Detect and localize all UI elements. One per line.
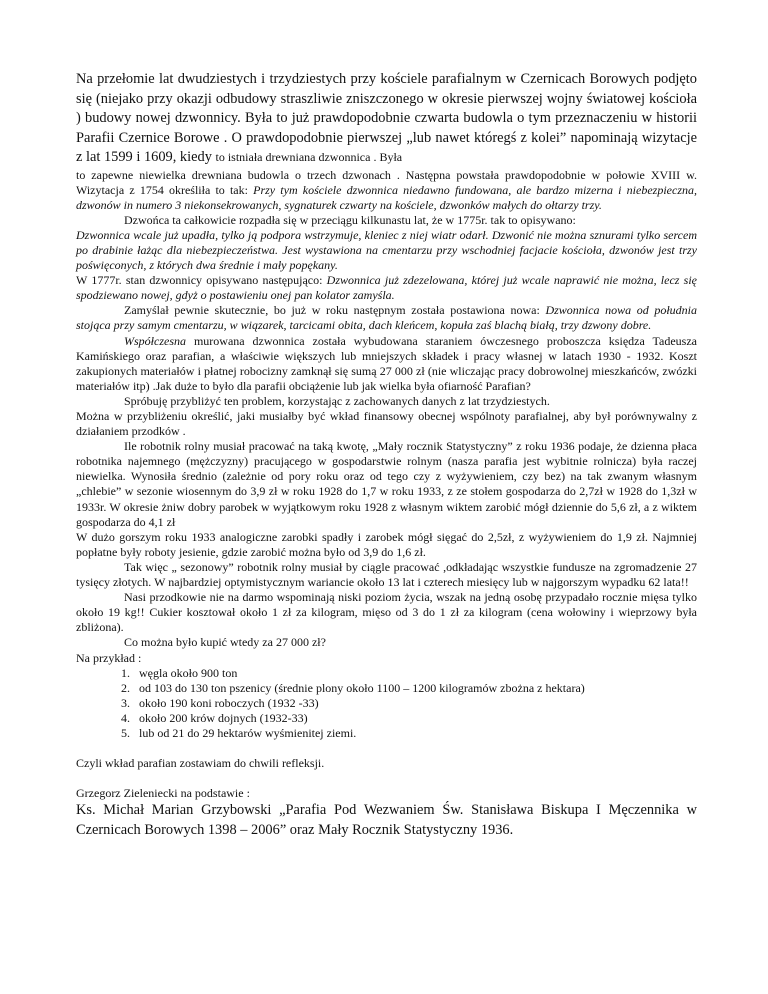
author-line: Grzegorz Zieleniecki na podstawie : (76, 786, 250, 801)
quote-1775: Dzwonnica wcale już upadła, tylko ją podpora wstrzymuje, kleniec z niej wiatr odarł. Dzwonić nie można sznurami tylko sercem po drabinie łażąc dla niebezpieczeństwa. Jest wystawiona na cmentarzu przy wschodniej facjacie kościoła, dzwonów jest trzy poświęconych, z których dwa średnie i mały popękany. (76, 227, 697, 273)
paragraph-work-years: Tak więc „ sezonowy” robotnik rolny musiał by ciągle pracować ,odkładając wszystkie fundusze na zgromadzenie 27 tysięcy złotych. W najbardziej optymistycznym wariancie około 13 lat i czterech miesięcy lub w najgorszym wypadku 62 lata!! (76, 559, 697, 590)
paragraph-wages: Ile robotnik rolny musiał pracować na taką kwotę, „Mały rocznik Statystyczny” z roku 1936 podaje, że dzienna płaca robotnika najemnego (mężczyzny) pracującego w gospodarstwie rolnym (nasza parafia jest wybitnie rolnicza) była raczej niewielka. Wynosiła średnio (zależnie od pory roku oraz od tego czy z wyżywieniem, czy bez) na tak zwanym własnym „chlebie” w sezonie wiosennym do 3,9 zł w roku 1928 do 1,7 w roku 1933, z ze stołem gospodarza do 2,7zł w 1928 do 1,3zł w 1933r. W okresie żniw dobry parobek w wyjątkowym roku 1928 z własnym wiktem zarobić mógł dziennie do 5,6 zł, a z wiktem gospodarza do 4,1 zł (76, 439, 697, 529)
document-page (76, 70, 697, 840)
paragraph-new-belfry: Zamyślał pewnie skutecznie, bo już w roku następnym została postawiona nowa: Dzwonnica nowa od południa stojąca przy samym cmentarzu, w wiązarek, tarcicami obita, dach kleńcem, kopuła zaś blachą białą, trzy dzwony dobre. (76, 303, 698, 333)
paragraph-1777: W 1777r. stan dzwonnicy opisywano następująco: Dzwonnica już zdezelowana, której już wcale naprawić nie można, lecz się spodziewano nowej, gdyż o postawieniu onej pan kolator zamyśla. (76, 273, 697, 303)
list-item: 1. węgla około 900 ton (121, 665, 238, 680)
paragraph-approach: Spróbuję przybliżyć ten problem, korzystając z zachowanych danych z lat trzydziestych. (124, 393, 550, 408)
paragraph-question: Co można było kupić wtedy za 27 000 zł? (124, 635, 326, 650)
quote-1777: Dzwonnica już zdezelowana, której już wcale naprawić nie można, lecz się spodziewano nowej, gdyż o postawieniu onej pan kolator zamyśla. (76, 273, 697, 303)
paragraph-living-standard: Nasi przodkowie nie na darmo wspominają niski poziom życia, wszak na jedną osobę przypadało rocznie mięsa tylko około 19 kg!! Cukier kosztował około 1 zł za kilogram, mięso od 3 do 1 zł za kilogram (cena wołowiny i wieprzowy była zbliżona). (76, 590, 697, 635)
intro-paragraph (76, 70, 697, 168)
list-item: 4. około 200 krów dojnych (1932-33) (121, 710, 308, 725)
paragraph-1775-intro: Dzwońca ta całkowicie rozpadła się w przeciągu kilkunastu lat, że w 1775r. tak to opisywano: (124, 212, 576, 227)
intro-text: Na przełomie lat dwudziestych i trzydziestych przy kościele parafialnym w Czernicach Borowych podjęto się (niejako przy okazji odbudowy straszliwie zniszczonego w okresie pierwszej wojny światowej kościoła ) budowy nowej dzwonnicy. Była to już prawdopodobnie czwarta budowla o tym przeznaczeniu w historii Parafii Czernice Borowe . O prawdopodobnie pierwszej „lub nawet któregś z kolei” napominają wizytacje z lat 1599 i 1609, kiedy (76, 71, 697, 165)
spacer (76, 771, 697, 786)
intro-text-tail: to istniała drewniana dzwonnica . Była (215, 150, 403, 164)
numbered-list (76, 666, 697, 741)
paragraph-1933: W dużo gorszym roku 1933 analogiczne zarobki spadły i zarobek mógł sięgać do 2,5zł, z wyżywieniem do 1,9 zł. Najmniej popłatne były roboty jesienie, gdzie zarobić można było od 3,9 do 1,6 zł. (76, 529, 697, 559)
list-item: 2. od 103 do 130 ton pszenicy (średnie plony około 1100 – 1200 kilogramów zbożna z hektara) (121, 680, 585, 695)
paragraph-estimate: Można w przybliżeniu określić, jaki musiałby być wkład finansowy obecnej wspólnoty parafialnej, aby był porównywalny z działaniem przodków . (76, 409, 697, 439)
list-item: 5. lub od 21 do 29 hektarów wyśmienitej ziemi. (121, 725, 357, 740)
closing-line: Czyli wkład parafian zostawiam do chwili refleksji. (76, 756, 325, 771)
paragraph-visitation-1754: to zapewne niewielka drewniana budowla o trzech dzwonach . Następna powstała prawdopodobnie w połowie XVIII w. Wizytacja z 1754 określiła to tak: Przy tym kościele dzwonnica niedawno fundowana, ale bardzo mizerna i niebezpieczna, dzwonów in numero 3 niekonsekrowanych, sygnaturek czwarty na kościele, dzwonków małych do ołtarzy trzy. (76, 167, 697, 212)
paragraph-modern-belfry: Współczesna murowana dzwonnica została wybudowana staraniem ówczesnego proboszcza księdza Tadeusza Kamińskiego oraz parafian, a właściwie większych lub mniejszych składek i pracy własnej w latach 1930 - 1932. Koszt zakupionych materiałów i płatnej robocizny zamknął się sumą 27 000 zł (nie wliczając pracy dobrowolnej mieszkańców, zwózki materiałów itp) .Jak duże to było dla parafii obciążenie lub jak wielka była ofiarność Parafian? (76, 333, 697, 393)
quote-1754: Przy tym kościele dzwonnica niedawno fundowana, ale bardzo mizerna i niebezpieczna, dzwonów in numero 3 niekonsekrowanych, sygnaturek czwarty na kościele, dzwonków małych do ołtarzy trzy. (76, 182, 697, 212)
list-item: 3. około 190 koni roboczych (1932 -33) (121, 695, 319, 710)
quote-new-belfry: Dzwonnica nowa od południa stojąca przy samym cmentarzu, w wiązarek, tarcicami obita, dach kleńcem, kopuła zaś blachą białą, trzy dzwony dobre. (76, 303, 698, 333)
spacer (76, 741, 697, 756)
source-citation: Ks. Michał Marian Grzybowski „Parafia Pod Wezwaniem Św. Stanisława Biskupa I Męczennika w Czernicach Borowych 1398 – 2006” oraz Mały Rocznik Statystyczny 1936. (76, 802, 697, 838)
paragraph-example-intro: Na przykład : (76, 650, 142, 665)
